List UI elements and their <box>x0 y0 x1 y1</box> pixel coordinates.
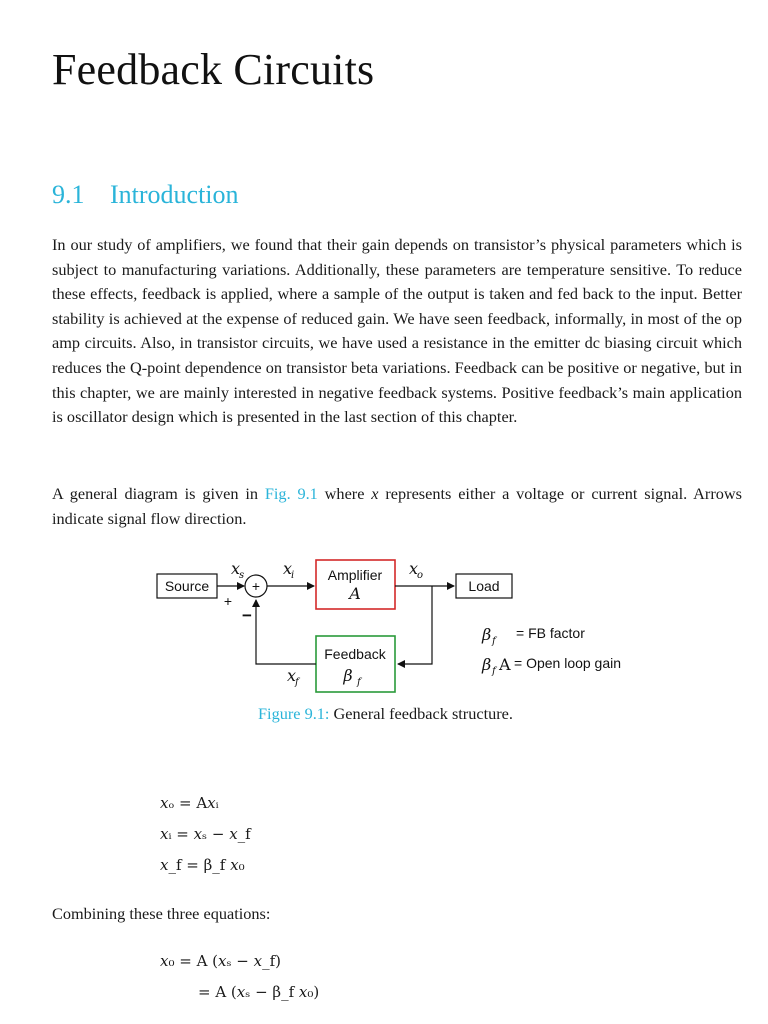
feedback-to-summer-arrow <box>256 600 316 664</box>
legend-open-loop-gain <box>481 655 621 677</box>
summer-symbol: + <box>251 578 261 594</box>
section-heading <box>52 180 239 210</box>
diagram-intro-text-3: represents either a voltage or current signal. Arrows indicate signal flow direction. <box>52 484 742 528</box>
legend-2-text: = Open loop gain <box>514 655 622 671</box>
summer-plus-sign: + <box>223 593 233 609</box>
feedback-symbol: β <box>343 666 353 685</box>
figure-caption-text: General feedback structure. <box>333 704 513 723</box>
amplifier-symbol: A <box>349 584 361 603</box>
equation-block-2 <box>160 946 319 1008</box>
feedback-structure-figure <box>0 548 768 728</box>
summer-minus-sign: − <box>242 606 252 625</box>
section-number: 9.1 <box>52 180 85 209</box>
figure-caption <box>258 704 513 724</box>
diagram-intro-paragraph <box>52 482 742 531</box>
intro-paragraph: In our study of amplifiers, we found that their gain depends on transistor’s physical parameters which is subject to manufacturing variations. Additionally, these parameters are temperature sensitive. To reduce these effects, feedback is applied, where a sample of the output is taken and fed back to the input. Better stability is achieved at the expense of reduced gain. We have seen feedback, informally, in most of the op amp circuits. Also, in transistor circuits, we have used a resistance in the emitter dc biasing circuit which reduces the Q-point dependence on transistor beta variations. Feedback can be positive or negative, but in this chapter, we are mainly interested in negative feedback systems. Positive feedback’s main application is oscillator design which is presented in the last section of this chapter. <box>52 235 742 427</box>
feedback-block <box>316 636 395 692</box>
signal-xo-label: x <box>409 559 419 578</box>
diagram-intro-text-1: A general diagram is given in <box>52 484 265 503</box>
legend-1-text: = FB factor <box>516 625 585 641</box>
equation-output: 𝑥ₒ = A𝑥ᵢ <box>160 794 219 812</box>
signal-xs-subscript: s <box>239 570 245 581</box>
legend-fb-factor <box>481 625 585 647</box>
section-title: Introduction <box>110 180 239 209</box>
source-label: Source <box>164 578 210 594</box>
feedback-symbol-subscript: f <box>357 677 361 688</box>
legend-1-subscript: f <box>492 636 496 647</box>
diagram-intro-variable: x <box>371 484 379 503</box>
equation-input-error: 𝑥ᵢ = 𝑥ₛ − 𝑥_f <box>160 825 251 843</box>
legend-2-subscript: f <box>492 666 496 677</box>
signal-xi-label: x <box>283 559 293 578</box>
amplifier-label: Amplifier <box>327 567 383 583</box>
diagram-intro-text-2: where <box>317 484 372 503</box>
feedback-label: Feedback <box>324 646 386 662</box>
signal-xf-subscript: f <box>295 677 299 688</box>
signal-xo-subscript: o <box>417 570 424 581</box>
signal-xf-label: x <box>287 666 297 685</box>
combining-paragraph: Combining these three equations: <box>52 904 271 923</box>
legend-2-suffix: A <box>499 655 511 674</box>
equation-block-1 <box>160 788 251 881</box>
output-to-feedback-arrow <box>398 586 432 664</box>
figure-caption-label: Figure 9.1: <box>258 704 330 723</box>
chapter-title: Feedback Circuits <box>52 45 375 94</box>
equation-combined-1: 𝑥₀ = A (𝑥ₛ − 𝑥_f) <box>160 952 282 970</box>
legend-2-symbol: β <box>482 655 492 674</box>
figure-reference-link[interactable]: Fig. 9.1 <box>264 484 318 503</box>
signal-xs-label: x <box>231 559 241 578</box>
equation-feedback-signal: 𝑥_f = β_f 𝑥₀ <box>160 856 245 874</box>
legend-1-symbol: β <box>482 625 492 644</box>
feedback-diagram <box>0 548 768 708</box>
load-label: Load <box>468 578 500 594</box>
signal-xi-subscript: i <box>291 570 295 581</box>
equation-combined-2: = A (𝑥ₛ − β_f 𝑥₀) <box>198 983 320 1001</box>
